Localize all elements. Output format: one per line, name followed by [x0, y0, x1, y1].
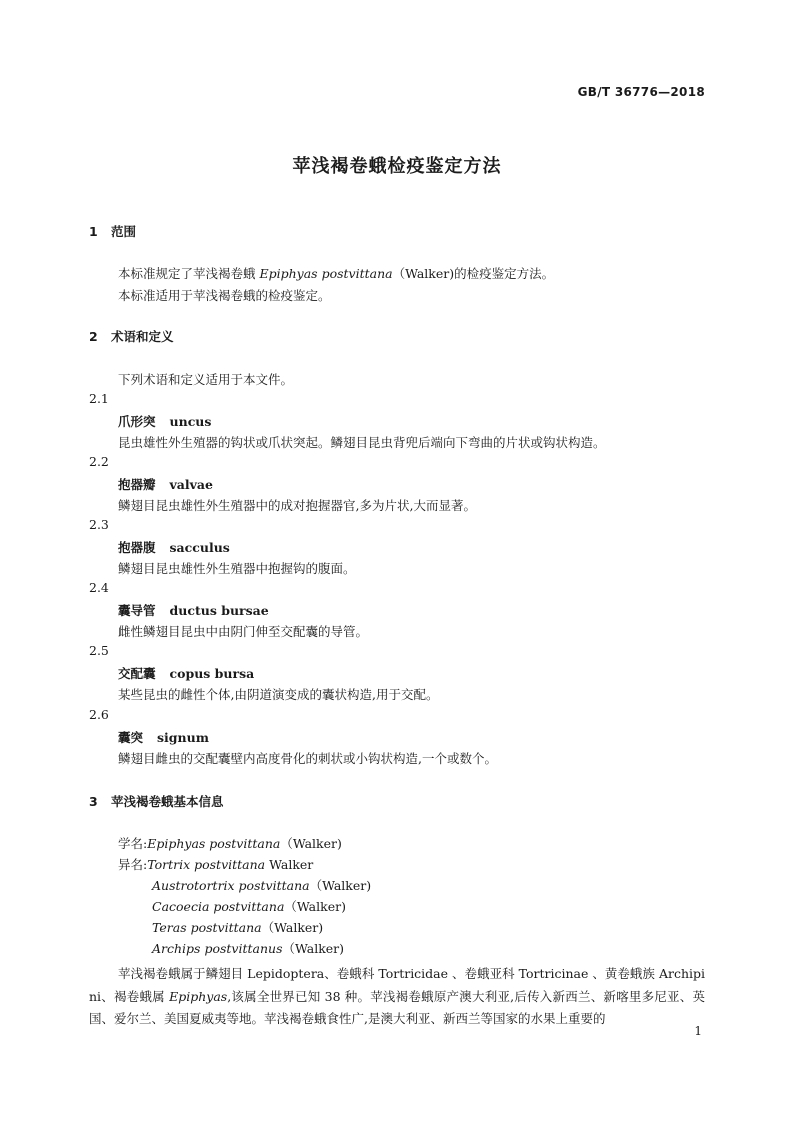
section-1-heading: 1 范围 — [89, 224, 137, 239]
clause-number: 2.4 — [89, 580, 109, 595]
term-heading: 囊导管 ductus bursae — [118, 603, 269, 618]
section-2-heading: 2 术语和定义 — [89, 329, 174, 344]
scope-sentence-2: 本标准适用于苹浅褐卷蛾的检疫鉴定。 — [118, 288, 331, 303]
term-heading: 抱器腹 sacculus — [118, 540, 230, 555]
basic-info-paragraph: 苹浅褐卷蛾属于鳞翅目 Lepidoptera、卷蛾科 Tortricidae 、卷蛾亚科 Tortricinae 、黄卷蛾族 Archipini、褐卷蛾属 Epiphyas,该属全世界已知 38 种。苹浅褐卷蛾原产澳大利亚,后传入新西兰、新喀里多尼亚、英国、爱尔兰、美国夏威夷等地。苹浅褐卷蛾食性广,是澳大利亚、新西兰等国家的水果上重要的 — [89, 966, 705, 1026]
page-title: 苹浅褐卷蛾检疫鉴定方法 — [292, 156, 502, 177]
term-definition: 鳞翅目昆虫雄性外生殖器中抱握钩的腹面。 — [118, 561, 356, 576]
synonym-line: 异名:Tortrix postvittana Walker — [118, 857, 314, 872]
term-heading: 交配囊 copus bursa — [118, 666, 255, 681]
standard-number: GB/T 36776—2018 — [577, 85, 705, 99]
synonym-line: Teras postvittana（Walker) — [152, 920, 324, 935]
clause-number: 2.5 — [89, 643, 109, 658]
clause-number: 2.1 — [89, 391, 109, 406]
synonym-line: Cacoecia postvittana（Walker) — [152, 899, 346, 914]
clause-number: 2.6 — [89, 707, 109, 722]
term-definition: 雌性鳞翅目昆虫中由阴门伸至交配囊的导管。 — [118, 624, 369, 639]
synonym-line: Austrotortrix postvittana（Walker) — [152, 878, 372, 893]
term-definition: 昆虫雄性外生殖器的钩状或爪状突起。鳞翅目昆虫背兜后端向下弯曲的片状或钩状构造。 — [118, 435, 606, 450]
scope-sentence-1: 本标准规定了苹浅褐卷蛾 Epiphyas postvittana（Walker)的检疫鉴定方法。 — [118, 266, 555, 281]
term-heading: 囊突 signum — [118, 730, 209, 745]
synonym-line: Archips postvittanus（Walker) — [152, 941, 345, 956]
term-heading: 抱器瓣 valvae — [118, 477, 213, 492]
scientific-name-line: 学名:Epiphyas postvittana（Walker) — [118, 836, 342, 851]
page-number: 1 — [694, 1024, 702, 1038]
clause-number: 2.3 — [89, 517, 109, 532]
term-heading: 爪形突 uncus — [118, 414, 212, 429]
clause-number: 2.2 — [89, 454, 109, 469]
term-definition: 鳞翅目昆虫雄性外生殖器中的成对抱握器官,多为片状,大而显著。 — [118, 498, 476, 513]
terms-intro: 下列术语和定义适用于本文件。 — [118, 372, 294, 387]
term-definition: 某些昆虫的雌性个体,由阴道演变成的囊状构造,用于交配。 — [118, 687, 439, 702]
section-3-heading: 3 苹浅褐卷蛾基本信息 — [89, 794, 224, 809]
term-definition: 鳞翅目雌虫的交配囊壁内高度骨化的刺状或小钩状构造,一个或数个。 — [118, 751, 497, 766]
